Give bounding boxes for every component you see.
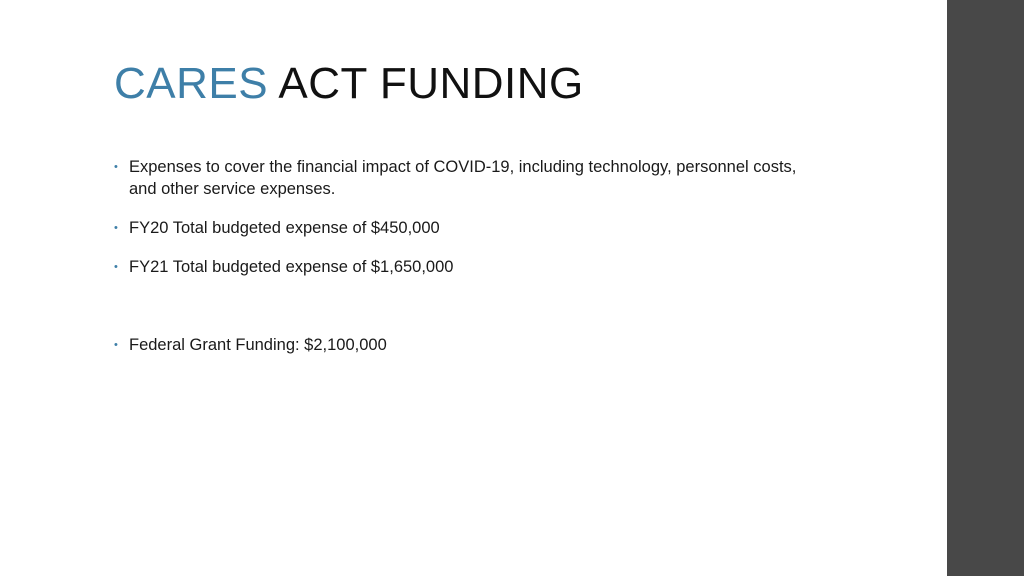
bullet-text: Expenses to cover the financial impact of COVID-19, including technology, personnel costs, and other service expenses. (129, 158, 797, 198)
bullet-item-federal-grant (114, 334, 814, 356)
bullet-icon: • (114, 261, 118, 273)
bullet-item-fy20 (114, 217, 814, 239)
bullet-text: Federal Grant Funding: $2,100,000 (129, 336, 387, 354)
bullet-text: FY20 Total budgeted expense of $450,000 (129, 219, 440, 237)
side-bar (947, 0, 1024, 576)
bullet-icon: • (114, 339, 118, 351)
bullet-list (114, 156, 814, 356)
bullet-text: FY21 Total budgeted expense of $1,650,000 (129, 258, 454, 276)
bullet-item-fy21 (114, 256, 814, 278)
bullet-icon: • (114, 161, 118, 173)
bullet-icon: • (114, 222, 118, 234)
slide-title (114, 58, 584, 110)
bullet-item-expenses (114, 156, 814, 200)
title-rest: ACT FUNDING (268, 59, 584, 108)
title-accent: CARES (114, 59, 269, 108)
